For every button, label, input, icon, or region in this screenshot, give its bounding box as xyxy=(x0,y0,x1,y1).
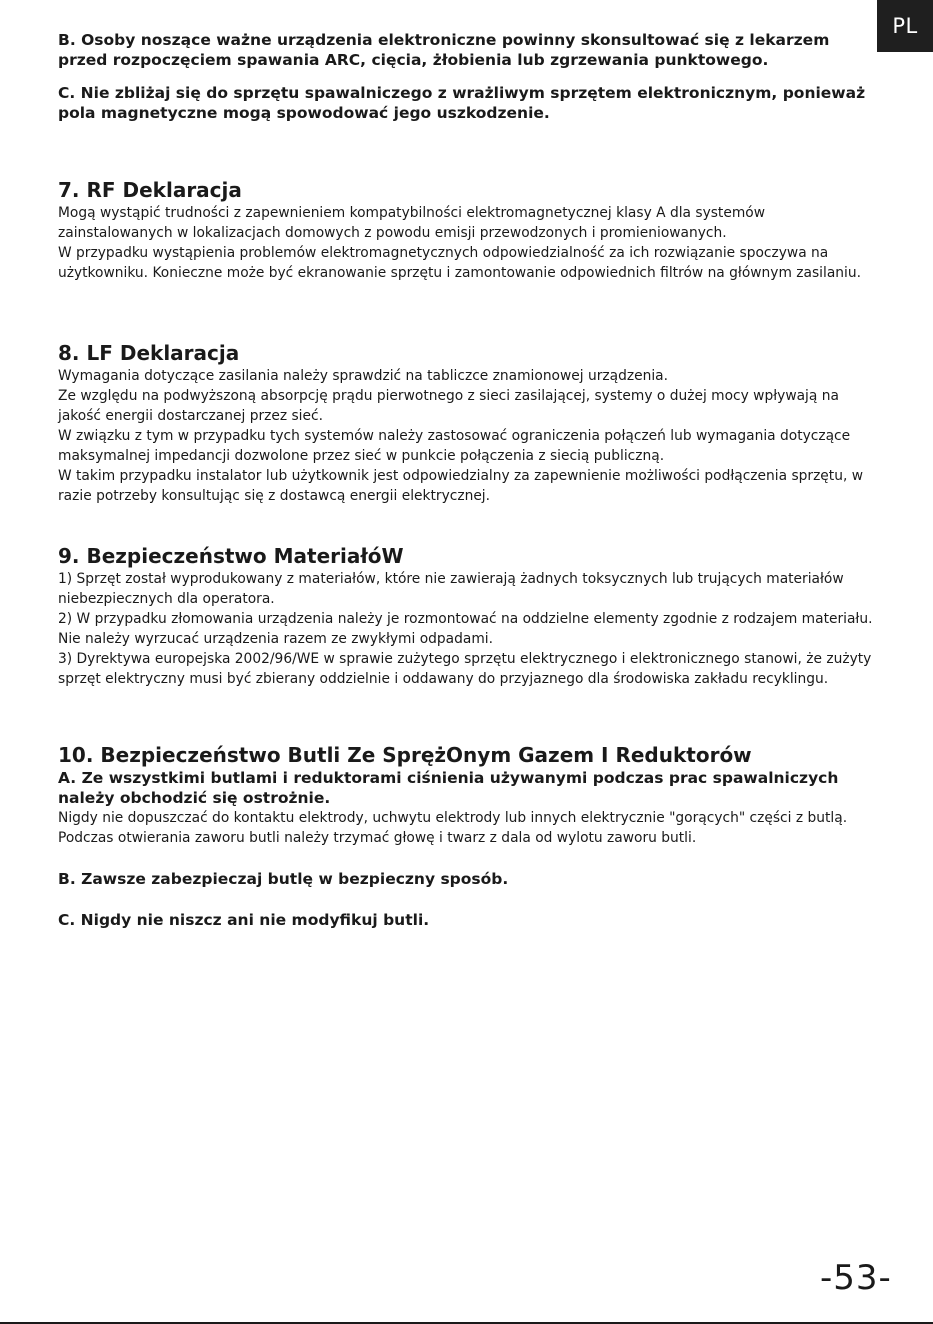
section-10-sub-c: C. Nigdy nie niszcz ani nie modyfikuj butli. xyxy=(58,911,430,929)
section-8-para-3: W związku z tym w przypadku tych systemów należy zastosować ograniczenia połączeń lub wymagania dotyczące maksymalnej impedancji dozwolone przez sieć w punkcie połączenia z siecią publiczną. xyxy=(58,428,851,464)
section-10-sub-a: A. Ze wszystkimi butlami i reduktorami ciśnienia używanymi podczas prac spawalniczych należy obchodzić się ostrożnie. xyxy=(58,769,839,807)
section-10-para-1: Nigdy nie dopuszczać do kontaktu elektrody, uchwytu elektrody lub innych elektrycznie "gorących" części z butlą. Podczas otwierania zaworu butli należy trzymać głowę i twarz z dala od wylotu zaworu butli. xyxy=(58,810,848,846)
section-9-para-2: 2) W przypadku złomowania urządzenia należy je rozmontować na oddzielne elementy zgodnie z rodzajem materiału. Nie należy wyrzucać urządzenia razem ze zwykłymi odpadami. xyxy=(58,611,873,647)
section-8-para-4: W takim przypadku instalator lub użytkownik jest odpowiedzialny za zapewnienie możliwości podłączenia sprzętu, w razie potrzeby konsultując się z dostawcą energii elektrycznej. xyxy=(58,468,864,504)
section-7-heading: 7. RF Deklaracja xyxy=(58,178,242,202)
section-10-sub-b: B. Zawsze zabezpieczaj butlę w bezpieczny sposób. xyxy=(58,870,509,888)
section-8-para-2: Ze względu na podwyższoną absorpcję prądu pierwotnego z sieci zasilającej, systemy o dużej mocy wpływają na jakość energii dostarczanej przez sieć. xyxy=(58,388,839,424)
page-number: -53- xyxy=(820,1258,892,1298)
section-8-para-1: Wymagania dotyczące zasilania należy sprawdzić na tabliczce znamionowej urządzenia. xyxy=(58,368,669,384)
page-content xyxy=(58,30,878,929)
section-8 xyxy=(58,341,878,506)
section-7-para-2: W przypadku wystąpienia problemów elektromagnetycznych odpowiedzialność za ich rozwiązanie spoczywa na użytkowniku. Konieczne może być ekranowanie sprzętu i zamontowanie odpowiednich filtrów na głównym zasilaniu. xyxy=(58,245,862,281)
section-8-heading: 8. LF Deklaracja xyxy=(58,341,240,365)
section-7 xyxy=(58,178,878,283)
section-9-heading: 9. Bezpieczeństwo MateriałóW xyxy=(58,544,404,568)
language-tab xyxy=(877,0,933,52)
section-7-para-1: Mogą wystąpić trudności z zapewnieniem kompatybilności elektromagnetycznej klasy A dla systemów zainstalowanych w lokalizacjach domowych z powodu emisji przewodzonych i promieniowanych. xyxy=(58,205,765,241)
section-9-para-1: 1) Sprzęt został wyprodukowany z materiałów, które nie zawierają żadnych toksycznych lub trujących materiałów niebezpiecznych dla operatora. xyxy=(58,571,844,607)
section-10-heading: 10. Bezpieczeństwo Butli Ze SprężOnym Gazem I Reduktorów xyxy=(58,743,752,767)
section-10 xyxy=(58,743,878,930)
section-9-para-3: 3) Dyrektywa europejska 2002/96/WE w sprawie zużytego sprzętu elektrycznego i elektronicznego stanowi, że zużyty sprzęt elektryczny musi być zbierany oddzielnie i oddawany do przyjaznego dla środowiska zakładu recyklingu. xyxy=(58,651,872,687)
notice-b: B. Osoby noszące ważne urządzenia elektroniczne powinny skonsultować się z lekarzem przed rozpoczęciem spawania ARC, cięcia, żłobienia lub zgrzewania punktowego. xyxy=(58,31,830,69)
language-label: PL xyxy=(892,14,918,38)
section-9 xyxy=(58,544,878,689)
notice-c: C. Nie zbliżaj się do sprzętu spawalniczego z wrażliwym sprzętem elektronicznym, ponieważ pola magnetyczne mogą spowodować jego uszkodzenie. xyxy=(58,84,866,122)
